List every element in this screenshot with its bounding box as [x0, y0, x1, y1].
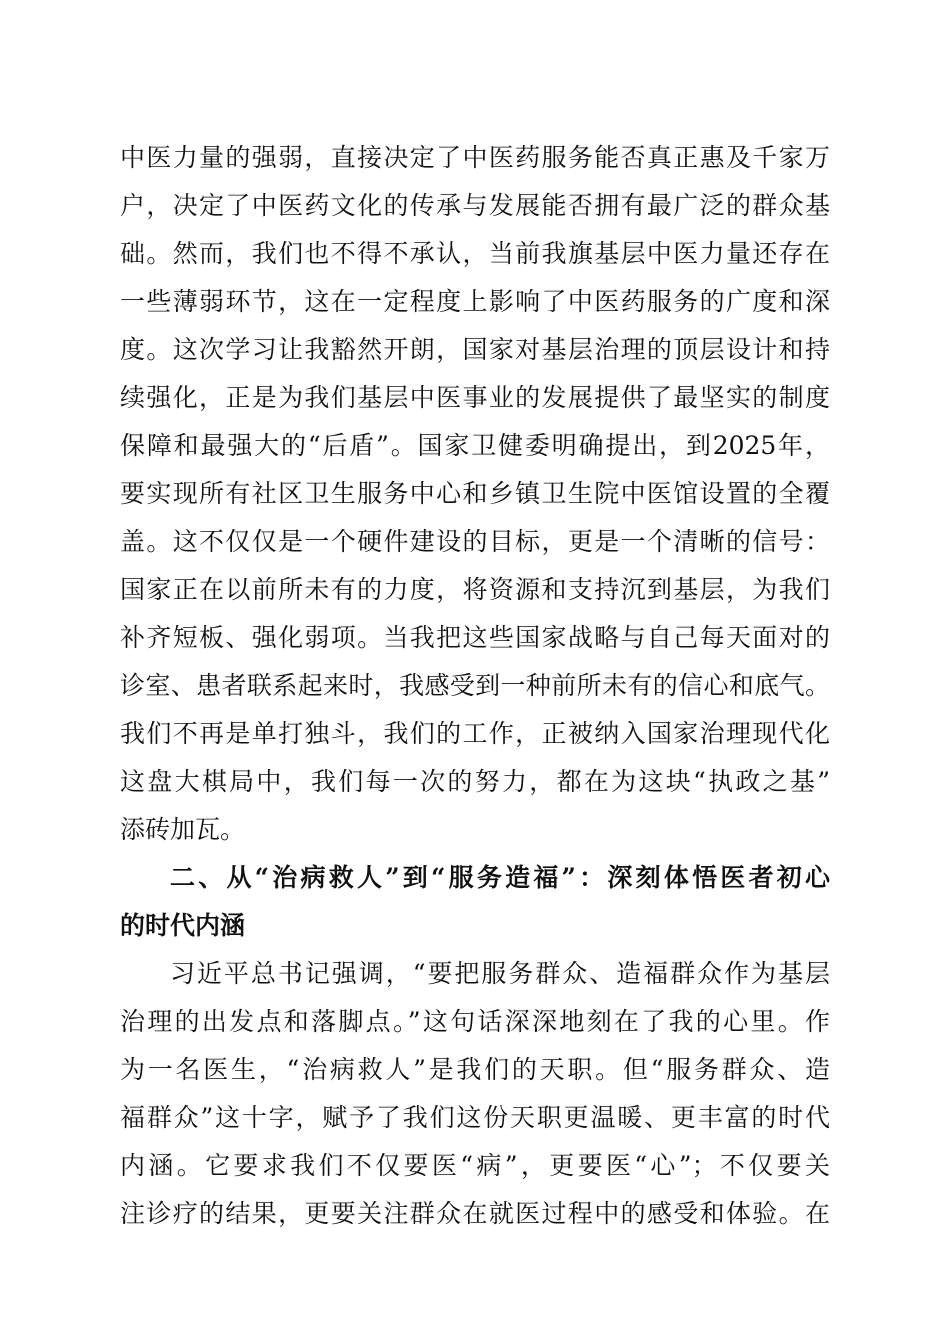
body-text-line: 福群众”这十字，赋予了我们这份天职更温暖、更丰富的时代: [120, 1103, 830, 1132]
section-heading: 二、从“治病救人”到“服务造福”：深刻体悟医者初心: [170, 863, 830, 892]
body-text-line: 添砖加瓦。: [120, 815, 246, 844]
body-text-line: 续强化，正是为我们基层中医事业的发展提供了最坚实的制度: [120, 383, 830, 412]
body-text-line: 补齐短板、强化弱项。当我把这些国家战略与自己每天面对的: [120, 623, 830, 652]
body-text-line: 国家正在以前所未有的力度，将资源和支持沉到基层，为我们: [120, 575, 830, 604]
body-text-line: 度。这次学习让我豁然开朗，国家对基层治理的顶层设计和持: [120, 335, 830, 364]
body-text-line: 中医力量的强弱，直接决定了中医药服务能否真正惠及千家万: [120, 143, 830, 172]
body-text-line: 为一名医生，“治病救人”是我们的天职。但“服务群众、造: [120, 1055, 830, 1084]
body-text-line: 盖。这不仅仅是一个硬件建设的目标，更是一个清晰的信号：: [120, 527, 830, 556]
body-text-line: 注诊疗的结果，更要关注群众在就医过程中的感受和体验。在: [120, 1199, 830, 1228]
body-text-line: 诊室、患者联系起来时，我感受到一种前所未有的信心和底气。: [120, 671, 830, 700]
body-text-line: 治理的出发点和落脚点。”这句话深深地刻在了我的心里。作: [120, 1007, 830, 1036]
body-text-line: 要实现所有社区卫生服务中心和乡镇卫生院中医馆设置的全覆: [120, 479, 830, 508]
body-text-line: 保障和最强大的“后盾”。国家卫健委明确提出，到2025年，: [120, 431, 830, 460]
body-text-line: 习近平总书记强调，“要把服务群众、造福群众作为基层: [170, 959, 830, 988]
section-heading-continued: 的时代内涵: [120, 911, 246, 940]
body-text-line: 内涵。它要求我们不仅要医“病”，更要医“心”；不仅要关: [120, 1151, 830, 1180]
body-text-line: 这盘大棋局中，我们每一次的努力，都在为这块“执政之基”: [120, 767, 830, 796]
body-text-line: 户，决定了中医药文化的传承与发展能否拥有最广泛的群众基: [120, 191, 830, 220]
body-text-line: 一些薄弱环节，这在一定程度上影响了中医药服务的广度和深: [120, 287, 830, 316]
body-text-line: 我们不再是单打独斗，我们的工作，正被纳入国家治理现代化: [120, 719, 830, 748]
body-text-line: 础。然而，我们也不得不承认，当前我旗基层中医力量还存在: [120, 239, 830, 268]
